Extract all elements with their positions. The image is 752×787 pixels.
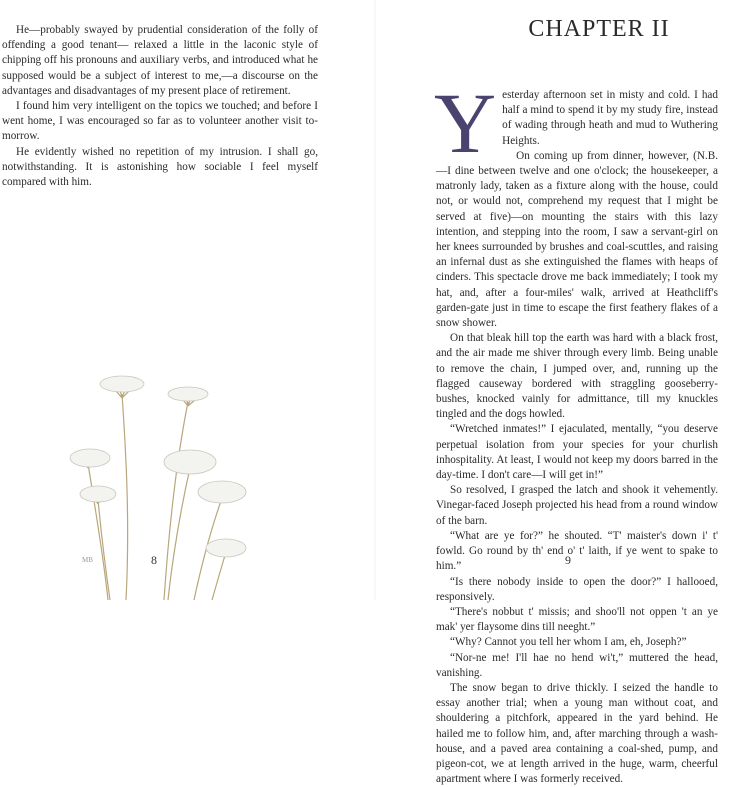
right-page	[376, 0, 752, 786]
chapter-title: CHAPTER II	[528, 16, 670, 42]
paragraph: So resolved, I grasped the latch and shook it vehemently. Vinegar-faced Joseph projected his head from a round window of the barn.	[436, 484, 718, 527]
paragraph: “Why? Cannot you tell her whom I am, eh, Joseph?”	[450, 636, 687, 649]
paragraph: “Is there nobody inside to open the door?” I hallooed, responsively.	[436, 575, 718, 603]
page-number-right: 9	[565, 553, 571, 567]
right-page-text	[434, 75, 718, 787]
paragraph: “Nor-ne me! I'll hae no hend wi't,” muttered the head, vanishing.	[436, 651, 718, 679]
left-page-text	[2, 23, 318, 190]
snowy-flower-illustration	[60, 372, 260, 600]
paragraph: The snow began to drive thickly. I seized the handle to essay another trial; when a young man without coat, and shouldering a pitchfork, appeared in the yard behind. He hailed me to follow him, and, after marching through a wash-house, and a paved area containing a coal-shed, pump, and pigeon-cot, we at length arrived in the huge, warm, cheerful apartment where I was formerly received.	[436, 681, 718, 786]
paragraph: “There's nobbut t' missis; and shoo'll not oppen 't an ye mak' yer flaysome dins till neeght.”	[436, 605, 718, 634]
paragraph: On coming up from dinner, however, (N.B.—I dine between twelve and one o'clock; the housekeeper, a matronly lady, taken as a fixture along with the house, could not, or would not, comprehend my request that I might be served at five)—on mounting the stairs with this lazy intention, and stepping into the room, I saw a servant-girl on her knees surrounded by brushes and coal-scuttles, and raising an infernal dust as she extinguished the flames with heaps of cinders. This spectacle drove me back immediately; I took my hat, and, after a four-miles' walk, arrived at Heathcliff's garden-gate just in time to escape the first feathery flakes of a snow shower.	[436, 149, 718, 330]
illustration-signature: MB	[82, 556, 93, 564]
paragraph: He—probably swayed by prudential consideration of the folly of offending a good tenant— relaxed a little in the laconic style of chipping off his pronouns and auxiliary verbs, and introduced what he supposed would be a subject of interest to me,—a discourse on the advantages and disadvantages of my present place of retirement.	[2, 24, 318, 97]
first-paragraph	[434, 75, 718, 171]
left-page	[0, 0, 376, 600]
paragraph: “What are ye for?” he shouted. “T' maister's down i' t' fowld. Go round by th' end o' t' laith, if ye went to spake to him.”	[436, 529, 718, 573]
drop-cap: Y	[434, 75, 497, 171]
paragraph: “Wretched inmates!” I ejaculated, mentally, “you deserve perpetual isolation from your species for your churlish inhospitality. At least, I would not keep my doors barred in the day-time. I don't care—I will get in!”	[436, 423, 718, 482]
paragraph: esterday afternoon set in misty and cold. I had half a mind to spend it by my study fire, instead of wading through heath and mud to Wuthering Heights.	[502, 89, 718, 147]
page-number-left: 8	[151, 553, 157, 567]
paragraph: He evidently wished no repetition of my intrusion. I shall go, notwithstanding. It is astonishing how sociable I feel myself compared with him.	[2, 145, 318, 189]
paragraph: On that bleak hill top the earth was hard with a black frost, and the air made me shiver through every limb. Being unable to remove the chain, I jumped over, and, running up the flagged causeway bordered with straggling gooseberry-bushes, knocked vainly for admittance, till my knuckles tingled and the dogs howled.	[436, 332, 718, 421]
paragraph: I found him very intelligent on the topics we touched; and before I went home, I was encouraged so far as to volunteer another visit to-morrow.	[2, 100, 318, 143]
